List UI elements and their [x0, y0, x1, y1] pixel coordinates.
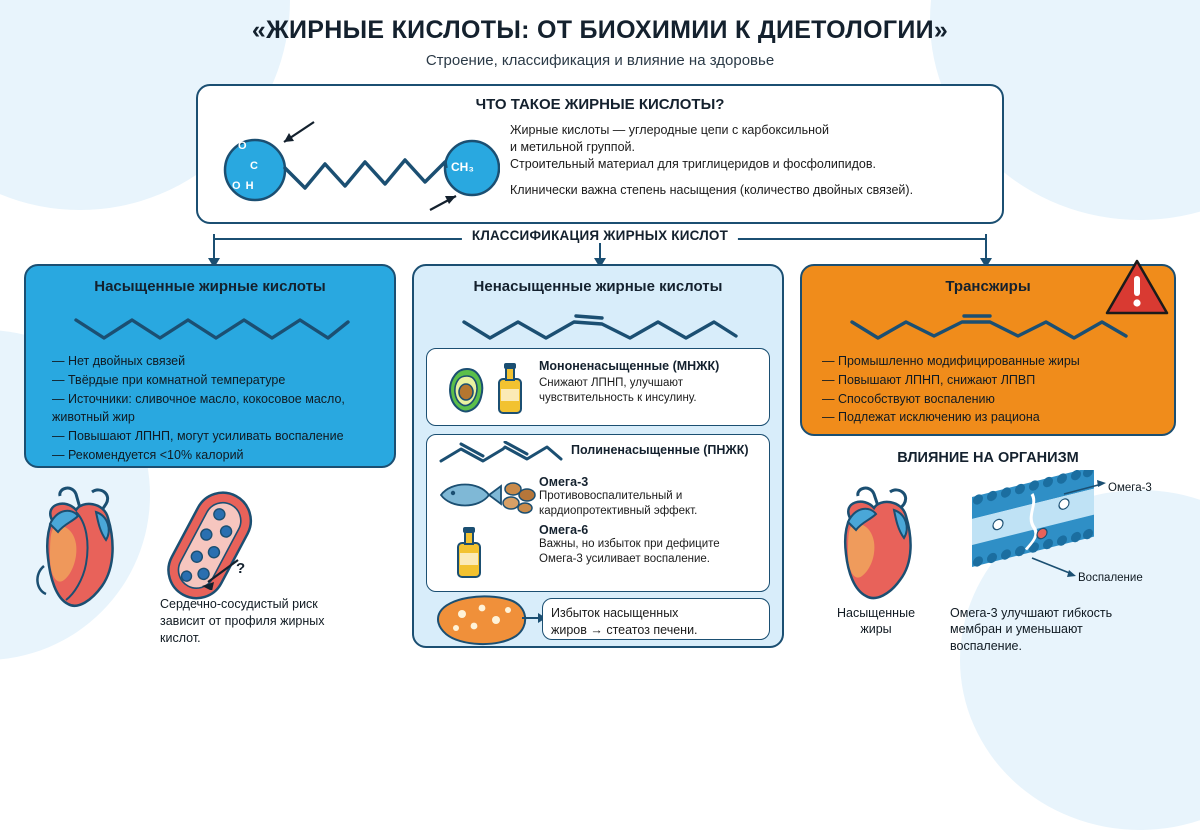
saturated-card	[24, 264, 396, 468]
mono-line-1: Снижают ЛПНП, улучшают	[539, 377, 683, 389]
omega3-line-1: Противовоспалительный и	[539, 490, 683, 502]
saturated-bullets	[52, 352, 345, 465]
liver-note-line-2: жиров → стеатоз печени.	[551, 622, 698, 637]
mono-food-icons	[437, 359, 533, 422]
liver-note-card	[542, 598, 770, 640]
omega3-line-2: кардиопротективный эффект.	[539, 504, 698, 517]
intro-line-3: Строительный материал для триглицеридов и фосфолипидов.	[510, 156, 876, 171]
membrane-caption-line-3: воспаление.	[950, 638, 1022, 653]
omega6-oil-icon	[449, 525, 489, 586]
cardio-note-line-1: Сердечно-сосудистый риск	[160, 597, 318, 611]
membrane-inflammation-label: Воспаление	[1078, 572, 1143, 584]
cardio-note	[160, 596, 370, 647]
trans-bullet-3: — Способствуют воспалению	[822, 391, 995, 406]
omega6-title: Омега-6	[539, 523, 589, 537]
cardio-note-line-2: зависит от профиля жирных	[160, 613, 325, 628]
saturated-bullet-3: — Источники: сливочное масло, кокосовое масло,	[52, 391, 345, 406]
saturated-bullet-6: — Рекомендуется <10% калорий	[52, 447, 244, 462]
inflammation-pointer-icon	[1030, 554, 1080, 580]
intro-text	[510, 122, 990, 199]
carboxyl-c-label: C	[250, 160, 258, 172]
page-subtitle: Строение, классификация и влияние на здоровье	[425, 52, 775, 69]
liver-note-line-1: Избыток насыщенных	[551, 606, 679, 620]
omega3-pointer-icon	[1062, 476, 1108, 498]
warning-triangle-icon	[1104, 258, 1170, 318]
saturated-bullet-4: животный жир	[52, 410, 135, 425]
intro-line-1: Жирные кислоты — углеродные цепи с карбоксильной	[510, 123, 829, 137]
intro-heading: ЧТО ТАКОЕ ЖИРНЫЕ КИСЛОТЫ?	[475, 96, 725, 113]
carboxyl-oh-label: O H	[232, 180, 255, 192]
saturated-chain-icon	[72, 310, 352, 349]
saturated-title: Насыщенные жирные кислоты	[94, 278, 326, 295]
impact-sat-line-1: Насыщенные	[836, 606, 916, 620]
saturated-bullet-2: — Твёрдые при комнатной температуре	[52, 372, 286, 387]
page-title: «ЖИРНЫЕ КИСЛОТЫ: ОТ БИОХИМИИ К ДИЕТОЛОГИИ»	[251, 16, 949, 44]
trans-chain-icon	[848, 310, 1130, 349]
cardio-question-mark: ?	[236, 560, 246, 577]
membrane-caption	[950, 605, 1190, 654]
mono-title: Мононенасыщенные (МНЖК)	[539, 359, 720, 373]
classification-label: КЛАССИФИКАЦИЯ ЖИРНЫХ КИСЛОТ	[462, 228, 738, 243]
trans-bullets	[822, 352, 1080, 427]
trans-title: Трансжиры	[945, 278, 1031, 295]
omega6-line-1: Важны, но избыток при дефиците	[539, 538, 720, 550]
heart-icon	[20, 482, 150, 632]
unsaturated-chain-icon	[460, 310, 740, 349]
intro-line-2: и метильной группой.	[510, 139, 635, 154]
methyl-label: CH₃	[451, 160, 474, 174]
cardio-note-line-3: кислот.	[160, 630, 201, 645]
intro-line-4: Клинически важна степень насыщения (количество двойных связей).	[510, 182, 914, 197]
polyunsaturated-subcard	[426, 434, 770, 592]
intro-card	[196, 84, 1004, 224]
trans-bullet-1: — Промышленно модифицированные жиры	[822, 354, 1080, 368]
saturated-bullet-1: — Нет двойных связей	[52, 354, 186, 368]
saturated-bullet-5: — Повышают ЛПНП, могут усиливать воспаление	[52, 429, 344, 443]
impact-saturated-caption	[806, 605, 946, 638]
membrane-caption-line-1: Омега-3 улучшают гибкость	[950, 606, 1113, 620]
unsaturated-title: Ненасыщенные жирные кислоты	[473, 278, 723, 295]
impact-title: ВЛИЯНИЕ НА ОРГАНИЗМ	[897, 450, 1079, 466]
blood-vessel-icon	[150, 484, 270, 614]
poly-title: Полиненасыщенные (ПНЖК)	[571, 443, 749, 457]
trans-bullet-2: — Повышают ЛПНП, снижают ЛПВП	[822, 372, 1036, 387]
impact-sat-line-2: жиры	[860, 622, 892, 637]
impact-heart-icon	[820, 482, 936, 602]
mono-line-2: чувствительность к инсулину.	[539, 391, 697, 404]
poly-food-icons	[435, 475, 539, 520]
carboxyl-o-label: O	[238, 140, 247, 152]
omega6-line-2: Омега-3 усиливает воспаление.	[539, 552, 711, 565]
membrane-caption-line-2: мембран и уменьшают	[950, 622, 1083, 637]
membrane-omega3-label: Омега-3	[1108, 482, 1152, 494]
fatty-acid-molecule-diagram	[210, 118, 500, 218]
trans-bullet-4: — Подлежат исключению из рациона	[822, 410, 1040, 425]
omega3-title: Омега-3	[539, 475, 589, 489]
poly-chain-icon	[437, 441, 565, 476]
monounsaturated-subcard	[426, 348, 770, 426]
liver-icon	[432, 592, 536, 653]
